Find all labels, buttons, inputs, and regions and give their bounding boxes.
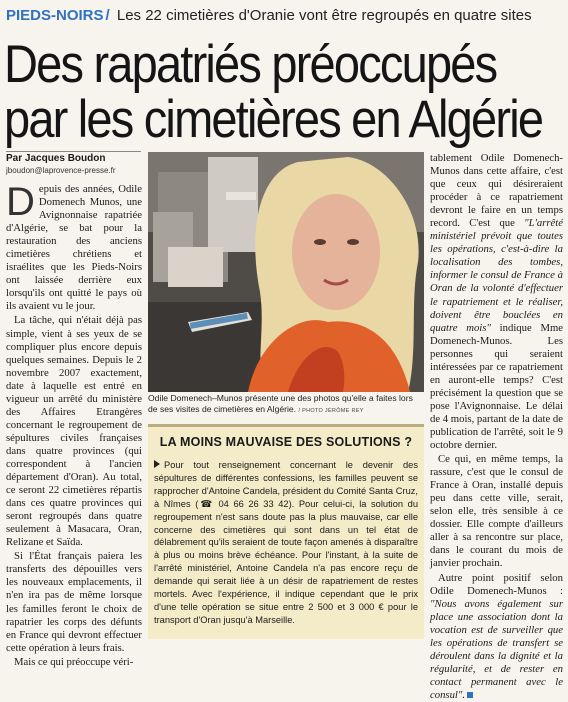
sidebar-box	[148, 424, 424, 639]
paragraph-5: tablement Odile Domenech-Munos dans cette affaire, c'est que ceux qui désireraient procéder à ce rapatriement devront le faire en un temps record. C'est que "L'arrêté ministériel prévoit que toutes les opérations, c'est-à-dire la localisation des tombes, informer le consul de France à Oran de la volonté d'effectuer le rapatriement et le réaliser, doivent être bouclées en quatre mois" indique Mme Domenech-Munos. Les personnes qui seraient intéressées par ce rapatriement en auront-elle temps? C'est précisément la question que se pose l'Avignonnaise. Le délai de 4 mois, partant de la date de publication de l'arrêté, soit le 9 octobre dernier.	[430, 152, 564, 452]
paragraph-6: Ce qui, en même temps, la rassure, c'est que le consul de France à Oran, installé depuis peu dans cette ville, serait, selon elle, très sensible à ce dossier. Elle compte d'ailleurs aller à sa rencontre sur place, dans le courant du mois de janvier prochain.	[430, 453, 563, 570]
box-title: LA MOINS MAUVAISE DES SOLUTIONS ?	[159, 435, 413, 449]
box-paragraph: Pour tout renseignement concernant le devenir des sépultures de différentes confessions, les familles peuvent se rapprocher d'Antoine Candela, président du Comité Santa Cruz, à Nîmes (☎ 04 66 26 33 42). Pour celui-ci, la solution du regroupement n'est sans doute pas la plus mauvaise, car elle concerne des cimetières qui sont dans un tel état de délabrement qu'ils seraient de toute façon amenés à disparaître à plus ou moins brève échéance. Pour l'instant, à la suite de l'arrêté ministériel, Antoine Candela n'a pas encore reçu de demande qui serait liée à un désir de rapatriement de restes mortels. Avec l'expérience, il indique cependant que le prix d'une telle opération se situe entre 2 500 et 3 000 € pour le transport d'Oran jusqu'à Marseille.	[154, 460, 418, 625]
article-headline: Des rapatriés préoccupés par les cimetières en Algérie	[4, 33, 543, 148]
article-photo	[148, 152, 424, 392]
paragraph-3: Si l'État français paiera les transferts des dépouilles vers les nouveaux emplacements, il n'en ira pas de même lorsque les familles feront le choix de rapatrier les corps des défunts en France qui devront effectuer cette opération à leurs frais.	[6, 550, 142, 654]
rubric-separator: /	[105, 7, 110, 24]
byline: Par Jacques Boudon	[6, 153, 106, 164]
byline-rule	[6, 151, 141, 152]
rubric-subtitle: Les 22 cimetières d'Oranie vont être regroupés en quatre sites	[116, 7, 532, 24]
end-square-icon	[467, 692, 473, 698]
box-body	[154, 459, 418, 627]
caption-text: Odile Domenech–Munos présente une des photos qu'elle a faites lors de ses visites de cimetières en Algérie.	[148, 393, 413, 414]
article-column-3	[430, 152, 564, 701]
quote-2: "Nous avons également sur place une association dont la vocation est de surveiller que les opérations de transfert se déroulent dans la dignité et la régularité, et de rester en contact permanent avec le consul".	[430, 597, 563, 701]
rubric-tag: PIEDS-NOIRS	[6, 7, 104, 24]
author-email: jboudon@laprovence-presse.fr	[6, 166, 116, 175]
paragraph-1: Depuis des années, Odile Domenech Munos, une Avignonnaise rapatriée d'Algérie, se bat pour la restauration des anciens cimetières chrétiens et israélites que les Pieds-Noirs ont laissée derrière eux lorsqu'ils ont quitté le pays où ils avaient vu le jour.	[6, 180, 142, 313]
bullet-arrow-icon	[154, 460, 160, 468]
photo-caption	[148, 393, 424, 417]
portrait-photo-illustration	[148, 152, 424, 392]
drop-cap: D	[6, 180, 35, 224]
quote-1: "L'arrêté ministériel prévoit que toutes les opérations, c'est-à-dire la localisation des tombes, informer le consul de France à Oran de la volonté d'effectuer le rapatriement et le réaliser, doivent être bouclées en quatre mois"	[430, 217, 563, 334]
paragraph-2: La tâche, qui n'était déjà pas simple, vient à ses yeux de se compliquer plus encore depuis quelques semaines. Depuis le 2 novembre 2007 exactement, date à laquelle est entré en vigueur un arrêté du ministère des Affaires Etrangères concernant le regroupement de sépultures civiles françaises dans quatre provinces (qui correspondent à l'ancien département d'Oran). Au total, ce seront 22 cimetières répartis dans ces quatre provinces qui seront regroupés dans quatre seulement à Masacara, Oran, Relizane et Saïda.	[6, 314, 142, 549]
paragraph-4: Mais ce qui préoccupe véri-	[14, 655, 134, 668]
photo-credit: / PHOTO JÉRÔME REY	[298, 408, 364, 414]
paragraph-7: Autre point positif selon Odile Domenech-Munos : "Nous avons également sur place une association dont la vocation est de surveiller que les opérations de transfert se déroulent dans la dignité et la régularité, et de rester en contact permanent avec le consul".	[430, 571, 563, 701]
article-rubric	[6, 6, 562, 26]
article-column-1	[6, 180, 142, 668]
